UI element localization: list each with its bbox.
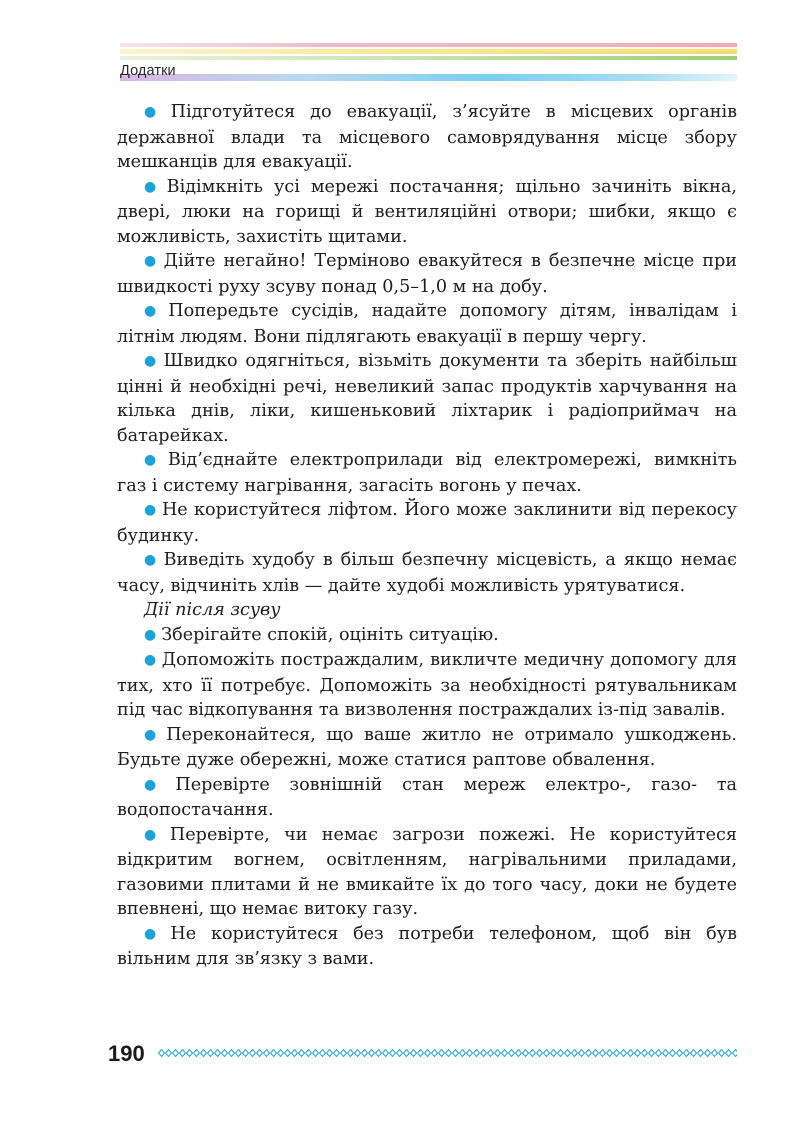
header-stripe-pink [120, 43, 737, 47]
list-item-text: Не користуйтеся ліфтом. Його може заклинити від перекосу будинку. [117, 500, 737, 546]
list-item-text: Допоможіть постраждалим, викличте медичну допомогу для тих, хто її потребує. Допоможіть за необхідності рятувальникам під час відкопування та визволення постраждалих із-під завалів. [117, 650, 737, 720]
bullet-icon: ● [144, 652, 157, 668]
bullet-icon: ● [144, 626, 157, 643]
bullet-icon: ● [144, 502, 157, 518]
footer-ornament [158, 1048, 737, 1058]
page-number: 190 [108, 1041, 145, 1066]
header-decoration [120, 43, 737, 83]
bullet-icon: ● [144, 303, 164, 319]
header-stripe-yellow [120, 49, 737, 54]
list-item-text: Перевірте, чи немає загрози пожежі. Не користуйтеся відкритим вогнем, освітленням, нагрівальними приладами, газовими плитами й не вмикайте їх до того часу, доки не будете впевнені, що немає витоку газу. [117, 824, 738, 919]
list-item-text: Переконайтеся, що ваше житло не отримало ушкоджень. Будьте дуже обережні, може статися раптове обвалення. [117, 724, 737, 770]
header-stripe-blue [120, 74, 737, 81]
list-item [117, 498, 737, 548]
bullet-icon: ● [144, 726, 162, 743]
list-item [117, 922, 737, 972]
bullet-icon: ● [144, 104, 166, 120]
list-item [117, 548, 737, 598]
list-item-text: Попередьте сусідів, надайте допомогу дітям, інвалідам і літнім людям. Вони підлягають евакуації в першу чергу. [117, 301, 737, 347]
list-item-text: Відімкніть усі мережі постачання; щільно зачиніть вікна, двері, люки на горищі й вентиляційні отвори; шибки, якщо є можливість, захистіть щитами. [117, 176, 737, 247]
bullet-icon: ● [144, 776, 171, 793]
list-item [117, 349, 737, 448]
list-item-text: Не користуйтеся без потреби телефоном, щоб він був вільним для зв’язку з вами. [117, 923, 738, 969]
subheading: Дії після зсуву [144, 600, 281, 620]
bullet-icon: ● [144, 826, 165, 843]
bullet-icon: ● [144, 353, 159, 369]
page-footer [108, 1041, 737, 1071]
list-item [117, 773, 737, 823]
list-item [117, 723, 737, 773]
list-item-text: Дійте негайно! Терміново евакуйтеся в безпечне місце при швидкості руху зсуву понад 0,5–1,0 м на добу. [117, 251, 737, 297]
list-item-text: Перевірте зовнішній стан мереж електро-, газо- та водопостачання. [117, 774, 738, 820]
list-item-text: Виведіть худобу в більш безпечну місцевість, а якщо немає часу, відчиніть хлів — дайте худобі можливість урятуватися. [117, 550, 737, 596]
list-item [117, 823, 737, 922]
list-item-text: Зберігайте спокій, оцініть ситуацію. [161, 624, 499, 645]
list-item [117, 623, 737, 649]
list-item-text: Від’єднайте електроприлади від електромережі, вимкніть газ і систему нагрівання, загасіть вогонь у печах. [117, 450, 737, 496]
list-item [117, 299, 737, 349]
main-content [117, 100, 737, 972]
bullet-icon: ● [144, 552, 159, 568]
bullet-icon: ● [144, 452, 163, 468]
list-item [117, 648, 737, 723]
section-title: Додатки [120, 63, 176, 79]
list-item [117, 448, 737, 498]
list-item-text: Швидко одягніться, візьміть документи та зберіть найбільш цінні й необхідні речі, невеликий запас продуктів харчування на кілька днів, ліки, кишеньковий ліхтарик і радіоприймач на батарейках. [117, 351, 738, 446]
bullet-icon: ● [144, 178, 162, 195]
header-stripe-green [120, 56, 737, 60]
bullet-icon: ● [144, 253, 159, 269]
bullet-icon: ● [144, 925, 166, 942]
list-item [117, 175, 737, 250]
list-item [117, 249, 737, 299]
list-item [117, 100, 737, 175]
list-item-text: Підготуйтеся до евакуації, з’ясуйте в місцевих органів державної влади та місцевого самоврядування місце збору мешканців для евакуації. [117, 102, 737, 172]
